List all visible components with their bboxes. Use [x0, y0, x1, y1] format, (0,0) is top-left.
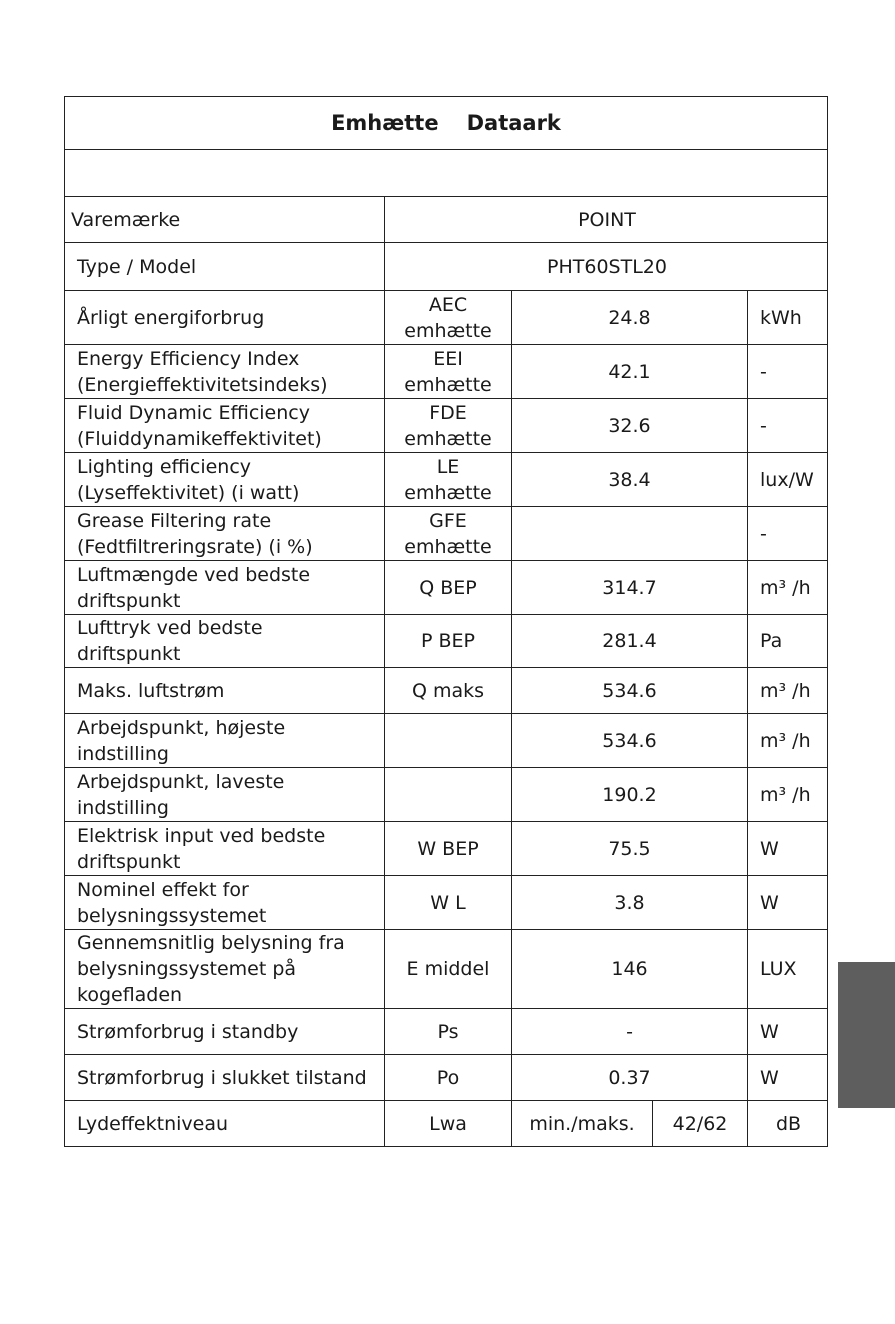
- row-symbol: FDE emhætte: [384, 399, 511, 452]
- row-label: Energy Efficiency Index (Energieffektivitetsindeks): [77, 347, 328, 396]
- row-value: 534.6: [511, 668, 747, 713]
- row-value: 38.4: [511, 453, 747, 506]
- row-label: Lighting efficiency (Lyseffektivitet) (i watt): [77, 455, 300, 504]
- table-row: [64, 768, 828, 822]
- row-value: PHT60STL20: [384, 243, 829, 290]
- row-symbol: GFE emhætte: [384, 507, 511, 560]
- table-row: [64, 243, 828, 291]
- row-symbol: W BEP: [384, 822, 511, 875]
- row-label: Maks. luftstrøm: [77, 679, 225, 702]
- row-symbol: AEC emhætte: [384, 291, 511, 344]
- row-unit: kWh: [747, 291, 829, 344]
- row-unit: dB: [747, 1101, 829, 1146]
- table-row: [64, 561, 828, 615]
- row-unit: W: [747, 822, 829, 875]
- row-label: Grease Filtering rate (Fedtfiltreringsrate) (i %): [77, 509, 313, 558]
- row-symbol: [384, 768, 511, 821]
- blank-row: [64, 150, 828, 197]
- row-unit: -: [747, 507, 829, 560]
- row-label: Lydeffektniveau: [77, 1112, 229, 1135]
- row-unit: W: [747, 1009, 829, 1054]
- row-unit: -: [747, 399, 829, 452]
- row-unit: lux/W: [747, 453, 829, 506]
- row-value: 281.4: [511, 615, 747, 667]
- row-value: 24.8: [511, 291, 747, 344]
- table-row: [64, 876, 828, 930]
- row-label: Type / Model: [77, 255, 197, 278]
- row-unit: Pa: [747, 615, 829, 667]
- row-unit: LUX: [747, 930, 829, 1008]
- table-row: [64, 399, 828, 453]
- table-row: [64, 615, 828, 668]
- row-unit: m³ /h: [747, 714, 829, 767]
- row-label: Varemærke: [71, 208, 181, 231]
- title-left: Emhætte: [331, 111, 439, 135]
- row-label: Elektrisk input ved bedste driftspunkt: [77, 824, 326, 873]
- row-value: 0.37: [511, 1055, 747, 1100]
- row-value: -: [511, 1009, 747, 1054]
- row-label: Luftmængde ved bedste driftspunkt: [77, 563, 311, 612]
- table-row: [64, 1101, 828, 1147]
- row-symbol: W L: [384, 876, 511, 929]
- table-row: [64, 453, 828, 507]
- row-unit: W: [747, 1055, 829, 1100]
- table-row: [64, 507, 828, 561]
- row-label: Fluid Dynamic Efficiency (Fluiddynamikeffektivitet): [77, 401, 322, 450]
- row-unit: m³ /h: [747, 768, 829, 821]
- row-label: Arbejdspunkt, højeste indstilling: [77, 716, 286, 765]
- table-row: [64, 930, 828, 1009]
- row-symbol: Q BEP: [384, 561, 511, 614]
- row-label: Arbejdspunkt, laveste indstilling: [77, 770, 285, 819]
- row-symbol: Lwa: [384, 1101, 511, 1146]
- table-row: [64, 345, 828, 399]
- table-row: [64, 291, 828, 345]
- row-value: 32.6: [511, 399, 747, 452]
- table-row: [64, 197, 828, 243]
- row-value: POINT: [384, 197, 829, 242]
- row-value: 146: [511, 930, 747, 1008]
- table-row: [64, 822, 828, 876]
- row-label: Strømforbrug i standby: [77, 1020, 299, 1043]
- table-row: [64, 1055, 828, 1101]
- datasheet-table: [64, 96, 828, 1147]
- table-row: [64, 1009, 828, 1055]
- row-value: 42.1: [511, 345, 747, 398]
- row-unit: -: [747, 345, 829, 398]
- row-label: Årligt energiforbrug: [77, 306, 265, 329]
- row-value: 3.8: [511, 876, 747, 929]
- row-value: 314.7: [511, 561, 747, 614]
- row-value: [511, 507, 747, 560]
- row-value: 75.5: [511, 822, 747, 875]
- row-unit: W: [747, 876, 829, 929]
- row-symbol: [384, 714, 511, 767]
- row-value: 42/62: [652, 1101, 747, 1146]
- row-label: Nominel effekt for belysningssystemet: [77, 878, 267, 927]
- row-value: 190.2: [511, 768, 747, 821]
- row-value-label: min./maks.: [511, 1101, 652, 1146]
- row-value: 534.6: [511, 714, 747, 767]
- title-right: Dataark: [466, 111, 561, 135]
- side-tab-marker: [838, 962, 895, 1108]
- row-label: Lufttryk ved bedste driftspunkt: [77, 617, 263, 665]
- row-symbol: Q maks: [384, 668, 511, 713]
- table-row: [64, 714, 828, 768]
- row-symbol: EEI emhætte: [384, 345, 511, 398]
- row-symbol: E middel: [384, 930, 511, 1008]
- row-symbol: Ps: [384, 1009, 511, 1054]
- row-label: Strømforbrug i slukket tilstand: [77, 1066, 367, 1089]
- row-symbol: LE emhætte: [384, 453, 511, 506]
- row-label: Gennemsnitlig belysning fra belysningssystemet på kogefladen: [77, 932, 345, 1006]
- row-symbol: P BEP: [384, 615, 511, 667]
- row-symbol: Po: [384, 1055, 511, 1100]
- row-unit: m³ /h: [747, 668, 829, 713]
- row-unit: m³ /h: [747, 561, 829, 614]
- table-row: [64, 668, 828, 714]
- table-title-row: [64, 96, 828, 150]
